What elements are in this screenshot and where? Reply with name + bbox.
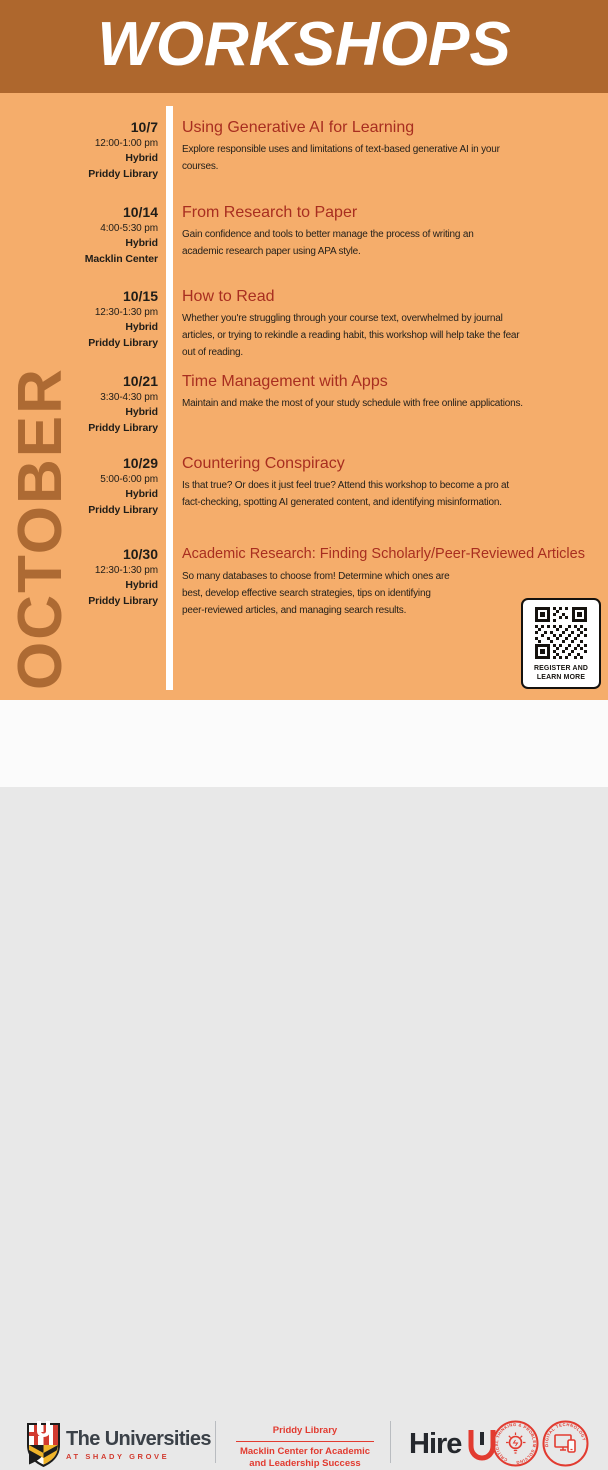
badge-label: DIGITAL TECHNOLOGY [543,1421,587,1448]
footer-divider [390,1421,391,1463]
footer-band [0,700,608,1469]
workshop-details [182,203,502,260]
workshop-title: How to Read [182,288,275,305]
workshop-location: Priddy Library [88,594,158,607]
workshop-mode: Hybrid [125,321,158,333]
workshop-mode: Hybrid [125,237,158,249]
usg-wordmark [66,1428,211,1461]
workshop-title: Countering Conspiracy [182,455,345,472]
usg-shield-icon [25,1421,62,1469]
workshop-schedule [0,205,158,267]
workshop-description: Is that true? Or does it just feel true? Attend this workshop to become a pro at fact-checking, spotting AI generated content, and identifying misinformation. [182,480,509,508]
workshop-description: Maintain and make the most of your study schedule with free online applications. [182,398,523,409]
workshop-date: 10/15 [122,288,158,304]
center-rule [236,1441,374,1442]
workshop-schedule [0,547,158,609]
macklin-center-label: Macklin Center for Academic and Leadership Success [239,1446,371,1469]
workshop-description: Whether you're struggling through your course text, overwhelmed by journal articles, or trying to rekindle a reading habit, this workshop will help take the fear out of reading. [182,313,520,358]
workshop-date: 10/7 [130,119,158,135]
workshop-location: Priddy Library [88,336,158,349]
workshop-schedule [0,289,158,351]
workshop-mode: Hybrid [125,488,158,500]
library-center-block [236,1425,374,1470]
workshop-title: Academic Research: Finding Scholarly/Peer-Reviewed Articles [182,546,585,562]
workshop-description: Explore responsible uses and limitations of text-based generative AI in your courses. [182,144,500,172]
hire-u-logo [409,1426,496,1462]
workshop-location: Priddy Library [88,421,158,434]
workshop-date: 10/29 [122,455,158,471]
workshop-details [182,287,527,361]
hire-wordmark: Hire [409,1428,462,1460]
workshop-location: Macklin Center [84,252,158,265]
qr-label [526,663,596,681]
workshop-time: 12:30-1:30 pm [94,564,158,576]
footer-divider [215,1421,216,1463]
workshop-details [182,118,502,175]
workshop-time: 12:30-1:30 pm [94,306,158,318]
page-title: WORKSHOPS [97,10,511,79]
header-band [0,0,608,93]
critical-thinking-badge-icon [492,1420,539,1467]
workshop-location: Priddy Library [88,503,158,516]
usg-name: The Universities [66,1428,211,1450]
qr-label-line1: REGISTER AND [533,663,589,672]
digital-technology-badge-icon [542,1420,589,1467]
workshop-title: Time Management with Apps [182,373,388,390]
workshop-schedule [0,374,158,436]
workshop-time: 4:00-5:30 pm [100,222,158,234]
workshop-location: Priddy Library [88,167,158,180]
workshop-title: Using Generative AI for Learning [182,119,415,136]
badge-label: CRITICAL THINKING & PROBLEM SOLVING [493,1421,538,1466]
workshop-time: 12:00-1:00 pm [94,137,158,149]
vertical-divider [166,106,173,690]
workshop-schedule [0,456,158,518]
workshop-mode: Hybrid [125,152,158,164]
month-label: OCTOBER [6,367,75,690]
workshop-mode: Hybrid [125,406,158,418]
workshop-time: 5:00-6:00 pm [100,473,158,485]
workshop-details [182,372,523,412]
workshop-description: Gain confidence and tools to better manage the process of writing an academic research paper using APA style. [182,229,474,257]
qr-label-line2: LEARN MORE [536,672,586,681]
usg-subtitle: AT SHADY GROVE [66,1452,170,1461]
workshop-title: From Research to Paper [182,204,358,221]
workshop-time: 3:30-4:30 pm [100,391,158,403]
priddy-library-label: Priddy Library [272,1425,338,1436]
workshop-date: 10/21 [122,373,158,389]
qr-code-icon [534,606,588,660]
qr-register-block[interactable] [521,598,601,689]
workshop-date: 10/14 [122,204,158,220]
svg-text:CRITICAL THINKING & PROBLEM SO [494,1422,537,1465]
workshop-date: 10/30 [122,546,158,562]
workshop-schedule [0,120,158,182]
workshop-mode: Hybrid [125,579,158,591]
workshop-details [182,454,522,511]
workshop-description: So many databases to choose from! Determine which ones are best, develop effective search strategies, tips on identifying peer-reviewed articles, and managing search results. [182,571,450,616]
